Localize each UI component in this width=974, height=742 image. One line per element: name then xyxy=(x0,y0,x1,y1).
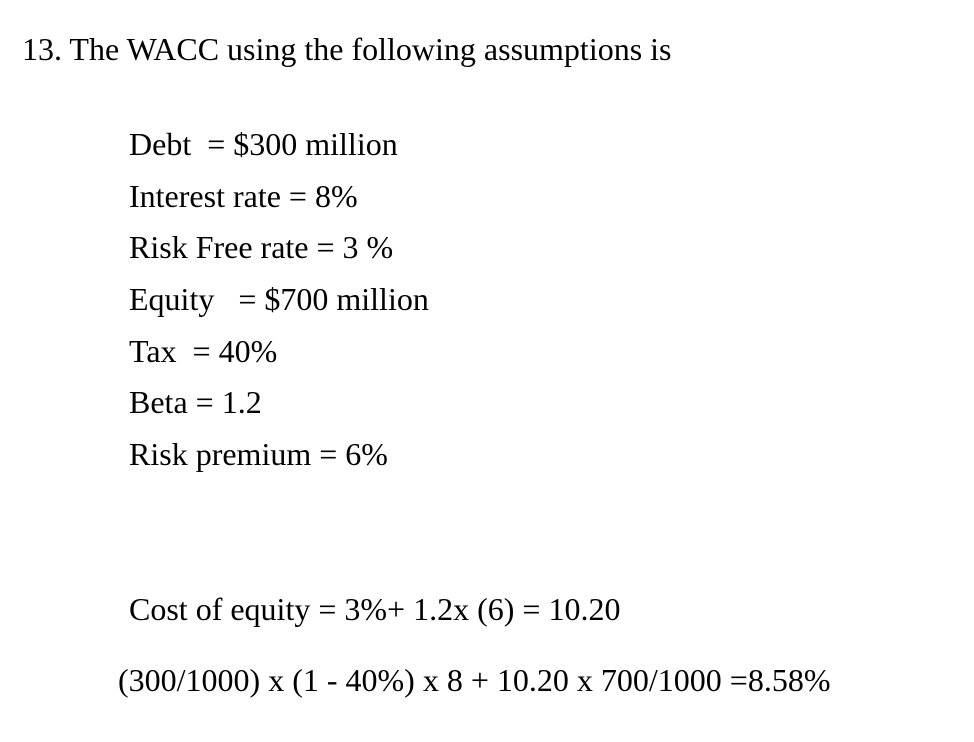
assumption-equity: Equity = $700 million xyxy=(129,281,429,318)
assumptions-list xyxy=(129,124,429,486)
question-title: 13. The WACC using the following assumptions is xyxy=(22,31,672,67)
assumption-risk-premium: Risk premium = 6% xyxy=(129,436,388,473)
assumption-beta: Beta = 1.2 xyxy=(129,384,262,421)
assumption-debt: Debt = $300 million xyxy=(129,126,398,162)
wacc-calculation-line: (300/1000) x (1 - 40%) x 8 + 10.20 x 700/1000 =8.58% xyxy=(118,662,831,698)
assumption-tax: Tax = 40% xyxy=(129,332,278,369)
assumption-interest-rate: Interest rate = 8% xyxy=(129,177,358,214)
assumption-risk-free-rate: Risk Free rate = 3 % xyxy=(129,229,394,266)
cost-of-equity-line: Cost of equity = 3%+ 1.2x (6) = 10.20 xyxy=(129,591,621,627)
